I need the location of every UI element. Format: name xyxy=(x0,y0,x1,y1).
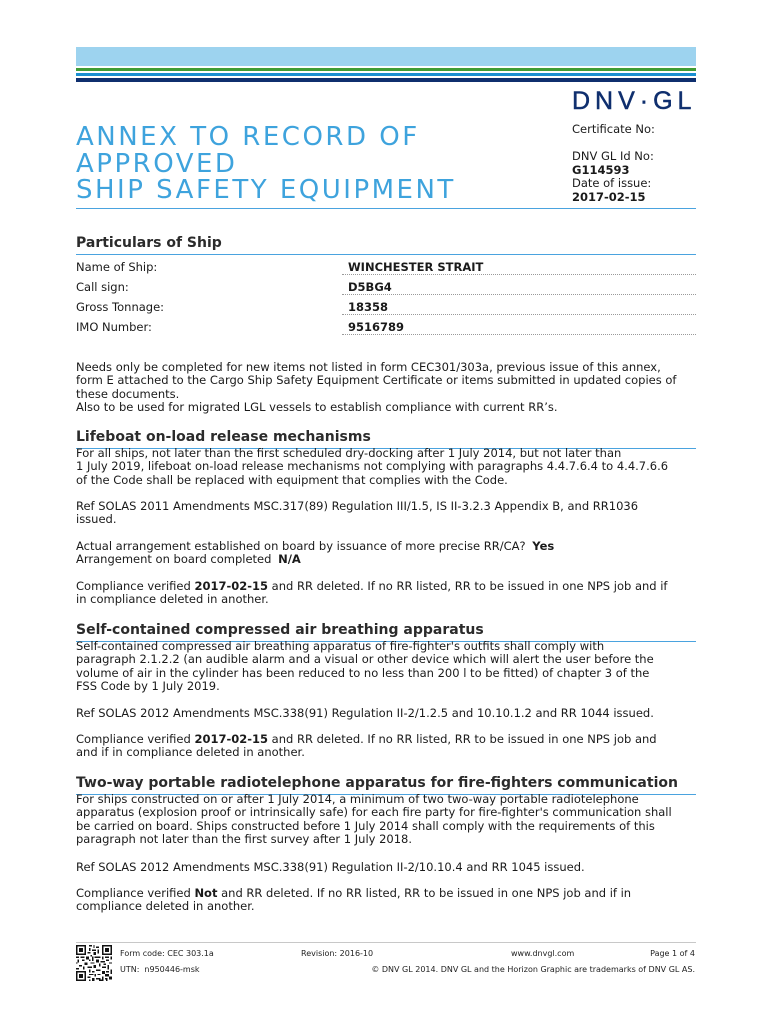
header-blue-stripe xyxy=(76,73,696,76)
compliance-continuation: and if in compliance deleted in another. xyxy=(76,745,305,760)
footer-copyright: © DNV GL 2014. DNV GL and the Horizon Graphic are trademarks of DNV GL AS. xyxy=(371,965,695,974)
footer-page-number: Page 1 of 4 xyxy=(650,949,695,958)
section-heading-radiotelephone: Two-way portable radiotelephone apparatus for fire-fighters communication xyxy=(76,774,696,795)
section-compliance xyxy=(76,580,668,607)
section-heading-lifeboat: Lifeboat on-load release mechanisms xyxy=(76,428,696,449)
section-reference xyxy=(76,707,654,720)
text-line: Also to be used for migrated LGL vessels to establish compliance with current RR’s. xyxy=(76,400,558,415)
field-value: D5BG4 xyxy=(342,279,696,295)
certificate-number-block xyxy=(572,123,655,137)
particulars-row-call-sign xyxy=(76,279,696,299)
utn-value: n950446-msk xyxy=(144,965,200,974)
dnv-id-label: DNV GL Id No: xyxy=(572,149,654,163)
document-title xyxy=(76,124,456,204)
title-line: APPROVED xyxy=(76,148,238,179)
compliance-text: and RR deleted. If no RR listed, RR to be issued in one NPS job and if xyxy=(271,579,668,593)
field-value: 9516789 xyxy=(342,319,696,335)
section-heading-breathing-apparatus: Self-contained compressed air breathing apparatus xyxy=(76,621,696,642)
section-compliance xyxy=(76,887,631,914)
arrangement-completed-label: Arrangement on board completed xyxy=(76,552,272,567)
section-requirement xyxy=(76,640,654,694)
field-label: Name of Ship: xyxy=(76,260,158,274)
text-line: issued. xyxy=(76,512,117,527)
compliance-text: and RR deleted. If no RR listed, RR to be issued in one NPS job and xyxy=(271,732,657,746)
section-reference xyxy=(76,500,638,527)
header-divider xyxy=(76,208,696,209)
text-line: Ref SOLAS 2011 Amendments MSC.317(89) Regulation III/1.5, IS II-3.2.3 Appendix B, and RR1036 xyxy=(76,499,639,513)
dnv-id-value: G114593 xyxy=(572,162,630,177)
footer-form-code: Form code: CEC 303.1a xyxy=(120,949,214,958)
qr-code xyxy=(76,945,112,981)
intro-paragraph xyxy=(76,361,676,415)
arrangement-answer: Yes xyxy=(532,539,555,553)
field-value: WINCHESTER STRAIT xyxy=(342,259,696,275)
footer-utn xyxy=(120,965,200,975)
field-label: Call sign: xyxy=(76,280,129,294)
certificate-no-label: Certificate No: xyxy=(572,122,655,136)
text-line: paragraph 2.1.2.2 (an audible alarm and a visual or other device which will alert the user before the xyxy=(76,652,654,667)
header-sky-band xyxy=(76,47,696,66)
text-line: apparatus (explosion proof or intrinsically safe) for each fire party for fire-fighter's communication shall xyxy=(76,805,672,820)
compliance-value: 2017-02-15 xyxy=(194,579,268,593)
text-line: FSS Code by 1 July 2019. xyxy=(76,679,220,694)
header-navy-stripe xyxy=(76,78,696,82)
compliance-line xyxy=(76,887,631,900)
particulars-row-gross-tonnage xyxy=(76,299,696,319)
field-value: 18358 xyxy=(342,299,696,315)
arrangement-question: Actual arrangement established on board by issuance of more precise RR/CA? xyxy=(76,539,526,553)
compliance-prefix: Compliance verified xyxy=(76,886,191,900)
arrangement-question-line xyxy=(76,540,554,553)
section-requirement xyxy=(76,793,672,847)
section-reference xyxy=(76,861,585,874)
footer-divider xyxy=(76,942,696,943)
particulars-heading: Particulars of Ship xyxy=(76,234,696,255)
text-line: form E attached to the Cargo Ship Safety Equipment Certificate or items submitted in updated copies of xyxy=(76,373,677,388)
text-line: paragraph not later than the first survey after 1 July 2018. xyxy=(76,832,413,847)
compliance-line xyxy=(76,580,668,593)
particulars-row-imo xyxy=(76,319,696,339)
field-label: Gross Tonnage: xyxy=(76,300,165,314)
compliance-line xyxy=(76,733,657,746)
text-line: Ref SOLAS 2012 Amendments MSC.338(91) Regulation II-2/10.10.4 and RR 1045 issued. xyxy=(76,860,585,874)
compliance-prefix: Compliance verified xyxy=(76,732,191,746)
compliance-continuation: in compliance deleted in another. xyxy=(76,592,269,607)
text-line: 1 July 2019, lifeboat on-load release mechanisms not complying with paragraphs 4.4.7.6.4 to 4.4.7.6.6 xyxy=(76,459,669,474)
text-line: Needs only be completed for new items not listed in form CEC301/303a, previous issue of this annex, xyxy=(76,360,661,374)
arrangement-completed-line xyxy=(76,553,554,566)
text-line: Self-contained compressed air breathing apparatus of fire-fighter's outfits shall comply with xyxy=(76,639,605,653)
section-compliance xyxy=(76,733,657,760)
text-line: be carried on board. Ships constructed before 1 July 2014 shall comply with the requirements of this xyxy=(76,818,655,833)
text-line: For all ships, not later than the first scheduled dry-docking after 1 July 2014, but not later than xyxy=(76,446,622,460)
field-label: IMO Number: xyxy=(76,320,152,334)
title-line: ANNEX TO RECORD OF xyxy=(76,122,420,152)
section-arrangement xyxy=(76,540,554,567)
date-of-issue-value: 2017-02-15 xyxy=(572,189,646,204)
arrangement-completed-value: N/A xyxy=(278,552,301,567)
text-line: these documents. xyxy=(76,386,180,401)
footer-website: www.dnvgl.com xyxy=(511,949,575,958)
particulars-table xyxy=(76,259,696,339)
compliance-continuation: compliance deleted in another. xyxy=(76,899,255,914)
date-of-issue-label: Date of issue: xyxy=(572,176,652,190)
utn-label: UTN: xyxy=(120,965,140,974)
text-line: Ref SOLAS 2012 Amendments MSC.338(91) Regulation II-2/1.2.5 and 10.10.1.2 and RR 1044 issued. xyxy=(76,706,654,720)
title-line: SHIP SAFETY EQUIPMENT xyxy=(76,175,456,205)
dnvgl-logo: DNV·GL xyxy=(572,87,697,115)
footer-revision: Revision: 2016-10 xyxy=(301,949,374,958)
compliance-value: 2017-02-15 xyxy=(194,732,268,746)
section-requirement xyxy=(76,447,668,487)
text-line: volume of air in the cylinder has been reduced to no less than 200 l to be fitted) of chapter 3 of the xyxy=(76,665,650,680)
particulars-row-name xyxy=(76,259,696,279)
text-line: For ships constructed on or after 1 July 2014, a minimum of two two-way portable radiotelephone xyxy=(76,792,639,806)
header-green-stripe xyxy=(76,68,696,71)
compliance-text: and RR deleted. If no RR listed, RR to be issued in one NPS job and if in xyxy=(221,886,632,900)
text-line: of the Code shall be replaced with equipment that complies with the Code. xyxy=(76,472,508,487)
compliance-prefix: Compliance verified xyxy=(76,579,191,593)
certificate-details xyxy=(572,150,654,204)
compliance-value: Not xyxy=(194,886,218,900)
